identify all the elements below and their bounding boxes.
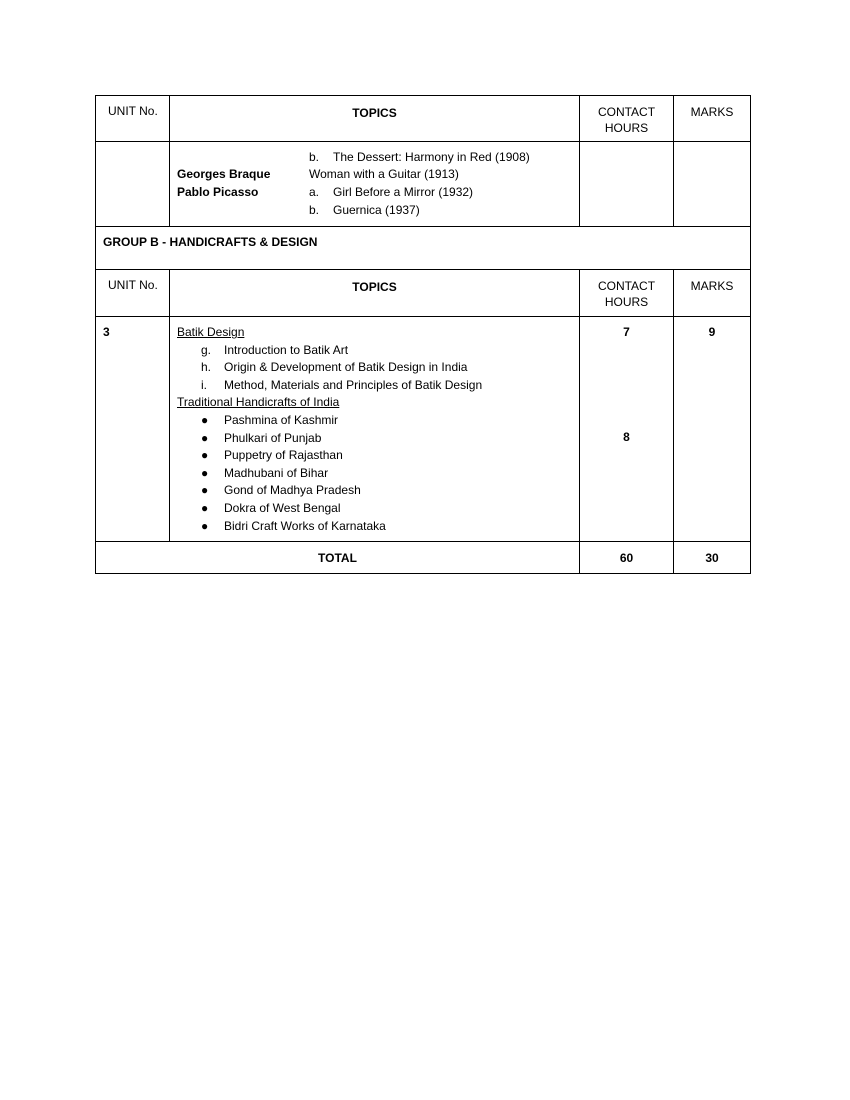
- list-item: h. Origin & Development of Batik Design in India: [201, 360, 468, 375]
- bullet-icon: ●: [201, 483, 209, 498]
- bullet-icon: ●: [201, 430, 209, 445]
- contact-hours-header-line1: CONTACT: [597, 279, 656, 293]
- syllabus-table: [95, 95, 751, 574]
- unit-no-header: UNIT No.: [96, 270, 170, 317]
- list-item: ● Dokra of West Bengal: [177, 500, 579, 518]
- artist-name: Pablo Picasso: [177, 185, 259, 199]
- unit-3-marks: 9: [674, 317, 751, 542]
- unit-number: 3: [96, 317, 170, 542]
- section-title: Traditional Handicrafts of India: [177, 395, 340, 410]
- header-row: [96, 270, 751, 317]
- unit-3-topics: [170, 317, 580, 542]
- topics-header: TOPICS: [170, 270, 580, 317]
- bullet-icon: ●: [201, 412, 209, 427]
- list-item: g. Introduction to Batik Art: [201, 342, 349, 357]
- total-marks: 30: [674, 542, 751, 574]
- total-hours: 60: [580, 542, 674, 574]
- section-title: Batik Design: [177, 325, 245, 339]
- batik-hours: 7: [623, 325, 630, 339]
- artwork-item: Woman with a Guitar (1913): [309, 167, 459, 181]
- contact-hours-header: [580, 270, 674, 317]
- list-item: ● Phulkari of Punjab: [177, 430, 579, 448]
- artwork-item: b. Guernica (1937): [309, 203, 420, 217]
- list-item: ● Puppetry of Rajasthan: [177, 447, 579, 465]
- unit-3-row: [96, 317, 751, 542]
- list-item: i. Method, Materials and Principles of Batik Design: [201, 377, 483, 392]
- contact-hours-header-line2: HOURS: [604, 121, 649, 135]
- artwork-item: b. The Dessert: Harmony in Red (1908): [309, 150, 530, 164]
- topics-header: TOPICS: [170, 96, 580, 142]
- unit-3-hours-cell: [580, 317, 674, 542]
- bullet-icon: ●: [201, 465, 209, 480]
- continuation-hours-cell: [580, 142, 674, 227]
- total-label: TOTAL: [96, 542, 580, 574]
- marks-header: MARKS: [674, 270, 751, 317]
- list-item: ● Madhubani of Bihar: [177, 465, 579, 483]
- bullet-icon: ●: [201, 518, 209, 533]
- artwork-item: a. Girl Before a Mirror (1932): [309, 185, 474, 199]
- group-b-title: GROUP B - HANDICRAFTS & DESIGN: [96, 227, 751, 270]
- bullet-icon: ●: [201, 448, 209, 463]
- list-item: ● Gond of Madhya Pradesh: [177, 482, 579, 500]
- unit-no-header: UNIT No.: [96, 96, 170, 142]
- total-row: [96, 542, 751, 574]
- continuation-unit-cell: [96, 142, 170, 227]
- handicrafts-hours: 8: [623, 430, 630, 444]
- marks-header: MARKS: [674, 96, 751, 142]
- artist-name: Georges Braque: [177, 167, 271, 181]
- bullet-icon: ●: [201, 500, 209, 515]
- list-item: ● Bidri Craft Works of Karnataka: [177, 518, 579, 536]
- list-item: ● Pashmina of Kashmir: [177, 412, 579, 430]
- continuation-row: [96, 142, 751, 227]
- group-row: [96, 227, 751, 270]
- contact-hours-header-line2: HOURS: [604, 295, 649, 309]
- continuation-topics-cell: [170, 142, 580, 227]
- continuation-marks-cell: [674, 142, 751, 227]
- header-row: [96, 96, 751, 142]
- contact-hours-header-line1: CONTACT: [597, 105, 656, 119]
- contact-hours-header: [580, 96, 674, 142]
